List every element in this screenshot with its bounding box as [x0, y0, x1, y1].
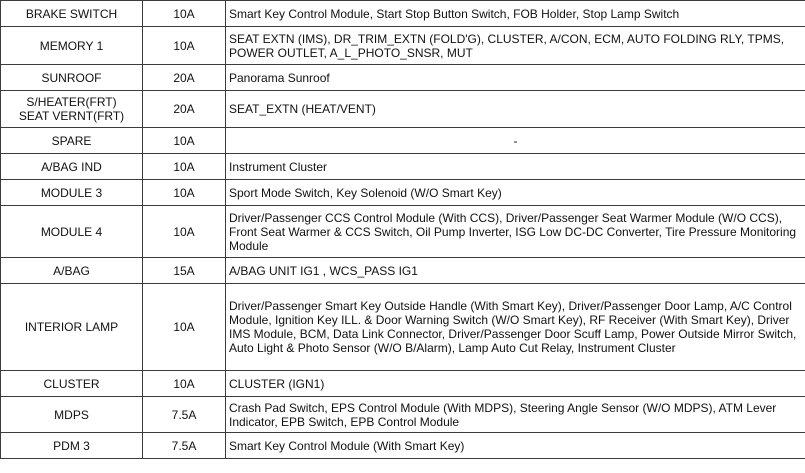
fuse-name: S/HEATER(FRT) — [26, 95, 117, 109]
fuse-name: SUNROOF — [41, 70, 102, 85]
fuse-name: CLUSTER — [43, 376, 100, 391]
fuse-rating: 15A — [143, 258, 226, 284]
fuse-name-cell — [1, 180, 143, 206]
table-row — [1, 397, 805, 433]
fuse-name-cell — [1, 128, 143, 154]
circuit-description: A/BAG UNIT IG1 , WCS_PASS IG1 — [226, 258, 805, 284]
circuit-description: SEAT EXTN (IMS), DR_TRIM_EXTN (FOLD'G), CLUSTER, A/CON, ECM, AUTO FOLDING RLY, TPMS, POWER OUTLET, A_L_PHOTO_SNSR, MUT — [226, 27, 805, 65]
fuse-name: MODULE 3 — [40, 185, 103, 200]
fuse-rating: 7.5A — [143, 433, 226, 459]
circuit-description: Smart Key Control Module, Start Stop Button Switch, FOB Holder, Stop Lamp Switch — [226, 1, 805, 27]
circuit-description: CLUSTER (IGN1) — [226, 371, 805, 397]
fuse-name-cell — [1, 433, 143, 459]
circuit-description: Smart Key Control Module (With Smart Key) — [226, 433, 805, 459]
fuse-rating: 10A — [143, 27, 226, 65]
fuse-rating: 10A — [143, 1, 226, 27]
fuse-name: BRAKE SWITCH — [25, 6, 118, 21]
fuse-name: MEMORY 1 — [39, 38, 104, 53]
fuse-rating: 7.5A — [143, 397, 226, 433]
fuse-name-cell — [1, 397, 143, 433]
table-row — [1, 65, 805, 91]
fuse-name: PDM 3 — [53, 438, 90, 453]
table-row — [1, 91, 805, 128]
table-row — [1, 206, 805, 258]
table-row — [1, 1, 805, 27]
circuit-description: Driver/Passenger CCS Control Module (With CCS), Driver/Passenger Seat Warmer Module (W/O CCS), Front Seat Warmer & CCS Switch, Oil Pump Inverter, ISG Low DC-DC Converter, Tire Pressure Monitoring Module — [226, 206, 805, 258]
circuit-description: Crash Pad Switch, EPS Control Module (With MDPS), Steering Angle Sensor (W/O MDPS), ATM Lever Indicator, EPB Switch, EPB Control Module — [226, 397, 805, 433]
fuse-name-cell — [1, 91, 143, 128]
fuse-rating: 10A — [143, 284, 226, 371]
fuse-rating: 10A — [143, 371, 226, 397]
fuse-rating: 20A — [143, 65, 226, 91]
table-row — [1, 180, 805, 206]
circuit-description: Instrument Cluster — [226, 154, 805, 180]
table-row — [1, 128, 805, 154]
fuse-name-cell — [1, 284, 143, 371]
fuse-name-cell — [1, 1, 143, 27]
circuit-description: Driver/Passenger Smart Key Outside Handle (With Smart Key), Driver/Passenger Door Lamp, A/C Control Module, Ignition Key ILL. & Door Warning Switch (W/O Smart Key), RF Receiver (With Smart Key), Driver IMS Module, BCM, Data Link Connector, Driver/Passenger Door Scuff Lamp, Power Outside Mirror Switch, Auto Light & Photo Sensor (W/O B/Alarm), Lamp Auto Cut Relay, Instrument Cluster — [226, 284, 805, 371]
fuse-name: A/BAG IND — [41, 159, 102, 174]
table-row — [1, 27, 805, 65]
table-row — [1, 284, 805, 371]
fuse-name-cell — [1, 371, 143, 397]
fuse-name: INTERIOR LAMP — [24, 320, 119, 334]
fuse-rating: 10A — [143, 180, 226, 206]
fuse-name: A/BAG — [53, 263, 90, 278]
table-row — [1, 258, 805, 284]
fuse-name-cell — [1, 154, 143, 180]
fuse-rating: 20A — [143, 91, 226, 128]
circuit-description: Panorama Sunroof — [226, 65, 805, 91]
fuse-rating: 10A — [143, 154, 226, 180]
fuse-name: MODULE 4 — [40, 224, 103, 239]
fuse-name-cell — [1, 206, 143, 258]
fuse-name: MDPS — [54, 407, 89, 422]
circuit-description: SEAT_EXTN (HEAT/VENT) — [226, 91, 805, 128]
table-row — [1, 371, 805, 397]
table-row — [1, 433, 805, 459]
circuit-description: Sport Mode Switch, Key Solenoid (W/O Smart Key) — [226, 180, 805, 206]
fuse-name: SPARE — [51, 133, 92, 148]
table-row — [1, 154, 805, 180]
fuse-rating: 10A — [143, 128, 226, 154]
fuse-name-cell — [1, 65, 143, 91]
fuse-name-cell — [1, 27, 143, 65]
fuse-rating: 10A — [143, 206, 226, 258]
fuse-name-second-line: SEAT VERNT(FRT) — [18, 109, 125, 123]
fuse-name-cell — [1, 258, 143, 284]
circuit-description: - — [226, 128, 805, 154]
